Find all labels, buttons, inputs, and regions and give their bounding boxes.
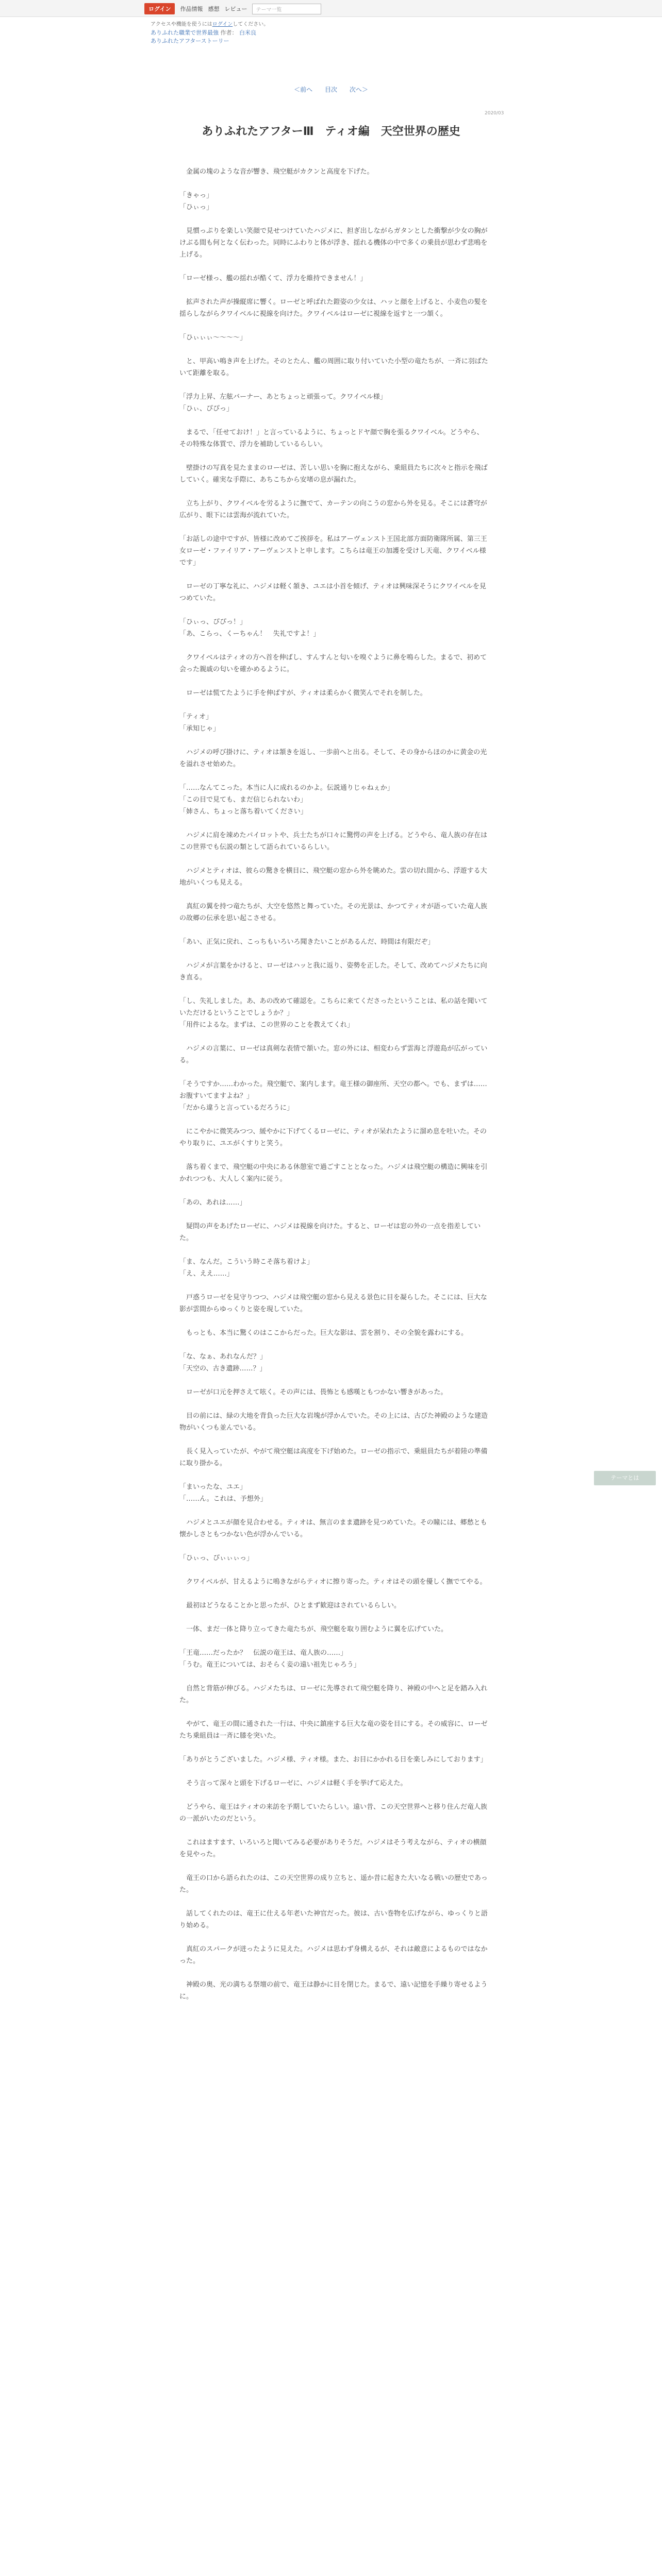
theme-search-input[interactable]: テーマ一覧 [252, 4, 321, 14]
body-paragraph: そう言って深々と頭を下げるローゼに、ハジメは軽く手を挙げて応えた。 [179, 1780, 407, 1787]
body-paragraph: 落ち着くまで、飛空艇の中央にある休憩室で過ごすこととなった。ハジメは飛空艇の構造に興味を引かれつつも、大人しく案内に従う。 [179, 1163, 488, 1183]
body-paragraph: これはますます、いろいろと聞いてみる必要がありそうだ。ハジメはそう考えながら、ティオの横顔を見やった。 [179, 1839, 487, 1858]
body-paragraph: ハジメの呼び掛けに、ティオは頷きを返し、一歩前へと出る。そして、その身からほのかに黄金の光を溢れさせ始めた。 [179, 749, 487, 768]
body-paragraph: にこやかに微笑みつつ、緩やかに下げてくるローゼに、ティオが呆れたように溜め息を吐いた。そのやり取りに、ユエがくすりと笑う。 [179, 1128, 487, 1147]
body-paragraph: 「……なんてこった。本当に人に成れるのかよ。伝説通りじゃねぇか」 「この目で見ても、まだ信じられないわ」 「姉さん、ちょっと落ち着いてください」 [179, 784, 394, 816]
body-paragraph: 話してくれたのは、竜王に仕える年老いた神官だった。彼は、古い巻物を広げながら、ゆっくりと語り始める。 [179, 1910, 488, 1929]
body-paragraph: 竜王の口から語られたのは、この天空世界の成り立ちと、遥か昔に起きた大いなる戦いの歴史であった。 [179, 1874, 488, 1894]
body-paragraph: 「あの、あれは……」 [179, 1199, 246, 1207]
body-paragraph: 「ひぃっ、ぴぴっ！」 「あ、こらっ、くーちゃん！ 失礼ですよ！」 [179, 618, 320, 638]
body-paragraph: 拡声された声が操縦席に響く。ローゼと呼ばれた鎧姿の少女は、ハッと顔を上げると、小麦色の髪を揺らしながらクワイベルに視線を向けた。クワイベルはローゼに視線を返すと一つ頷く。 [179, 298, 488, 318]
login-button[interactable]: ログイン [144, 3, 175, 14]
body-paragraph: 金属の塊のような音が響き、飛空艇がカクンと高度を下げた。 [179, 168, 374, 176]
next-link[interactable]: 次へ＞ [349, 86, 368, 93]
body-paragraph: 「ま、なんだ。こういう時こそ落ち着けよ」 「え、ええ……」 [179, 1258, 314, 1278]
body-paragraph: 真紅の翼を持つ竜たちが、大空を悠然と舞っていた。その光景は、かつてティオが語っていた竜人族の故郷の伝承を思い起こさせる。 [179, 903, 487, 922]
nav-link-info[interactable]: 作品情報 [180, 6, 203, 12]
body-paragraph: もっとも、本当に驚くのはここからだった。巨大な影は、雲を割り、その全貌を露わにする。 [179, 1329, 468, 1337]
body-paragraph: やがて、竜王の間に通された一行は、中央に鎮座する巨大な竜の姿を目にする。その威容に、ローゼたち乗組員は一斉に膝を突いた。 [179, 1720, 488, 1740]
body-paragraph: 神殿の奥、光の満ちる祭壇の前で、竜王は静かに目を閉じた。まるで、遠い記憶を手繰り寄せるように。 [179, 1981, 488, 2001]
body-paragraph: 一体、まだ一体と降り立ってきた竜たちが、飛空艇を取り囲むように翼を広げていた。 [179, 1625, 448, 1633]
novel-body [179, 166, 489, 2014]
author-label: 作者： [220, 29, 238, 36]
body-paragraph: 「な、なぁ、あれなんだ？」 「天空の、古き遺跡……？」 [179, 1353, 267, 1372]
top-bar-inner [144, 3, 321, 14]
body-paragraph: ハジメとティオは、彼らの驚きを横目に、飛空艇の窓から外を眺めた。雲の切れ間から、浮遊する大地がいくつも見える。 [179, 867, 487, 887]
chapter-pager [0, 85, 662, 94]
body-paragraph: 「お話しの途中ですが、皆様に改めてご挨拶を。私はアーヴェンスト王国北部方面防衛隊所属、第三王女ローゼ・ファイリア・アーヴェンストと申します。こちらは竜王の加護を受けし天竜、クワイベル様です」 [179, 535, 487, 567]
body-paragraph: クワイベルが、甘えるように鳴きながらティオに擦り寄った。ティオはその頭を優しく撫でてやる。 [179, 1578, 487, 1586]
theme-floating-button[interactable]: テーマとは [594, 1471, 656, 1485]
body-paragraph: 「ひぃっ、ぴぃぃぃっ」 [179, 1554, 254, 1562]
post-date: 2020/03 [485, 111, 504, 116]
login-notice [151, 20, 269, 27]
body-paragraph: ローゼは慌てたように手を伸ばすが、ティオは柔らかく微笑んでそれを制した。 [179, 689, 427, 697]
body-paragraph: 「あい、正気に戻れ、こっちもいろいろ聞きたいことがあるんだ、時間は有限だぞ」 [179, 938, 435, 946]
top-bar [0, 0, 662, 17]
notice-text-post: してください。 [233, 22, 269, 27]
body-paragraph: ハジメが言葉をかけると、ローゼはハッと我に返り、姿勢を正した。そして、改めてハジメたちに向き直る。 [179, 962, 487, 981]
series-link[interactable]: ありふれた職業で世界最強 [151, 29, 219, 36]
body-paragraph: 立ち上がり、クワイベルを労るように撫でて、カーテンの向こうの窓から外を見る。そこには蒼穹が広がり、眼下には雲海が流れていた。 [179, 500, 487, 519]
body-paragraph: まるで、「任せておけ！」と言っているように、ちょっとドヤ顔で胸を張るクワイベル。どうやら、その特殊な体質で、浮力を補助しているらしい。 [179, 429, 484, 448]
body-paragraph: 「まいったな、ユエ」 「……ん。これは、予想外」 [179, 1483, 267, 1503]
body-paragraph: 「ひぃぃぃ～～～～」 [179, 334, 247, 342]
body-paragraph: 「し、失礼しました。あ、あの改めて確認を。こちらに来てくださったということは、私の話を聞いていただけるということでしょうか？」 「用件によるな。まずは、この世界のことを教えてくれ」 [179, 997, 488, 1029]
body-paragraph: ローゼが口元を押さえて呟く。その声には、畏怖とも感嘆ともつかない響きがあった。 [179, 1388, 448, 1396]
body-paragraph: 真紅のスパークが迸ったように見えた。ハジメは思わず身構えるが、それは敵意によるものではなかった。 [179, 1945, 488, 1965]
body-paragraph: クワイベルはティオの方へ首を伸ばし、すんすんと匂いを嗅ぐように鼻を鳴らした。まるで、初めて会った親戚の匂いを確かめるように。 [179, 654, 487, 673]
breadcrumb [151, 29, 256, 45]
body-paragraph: 「そうですか……わかった。飛空艇で、案内します。竜王様の御座所、天空の都へ。でも、まずは……お腹すいてますよね？」 「だから違うと言っているだろうに」 [179, 1080, 487, 1112]
body-paragraph: 「浮力上昇、左舷バーナー、あとちょっと頑張って。クワイベル様」 「ひぃ、ぴぴっ」 [179, 393, 387, 413]
body-paragraph: 「ローゼ様っ、艦の揺れが酷くて、浮力を維持できません！」 [179, 275, 367, 282]
body-paragraph: 最初はどうなることかと思ったが、ひとまず歓迎はされているらしい。 [179, 1602, 401, 1609]
body-paragraph: と、甲高い鳴き声を上げた。そのとたん、艦の周囲に取り付いていた小型の竜たちが、一斉に羽ばたいて距離を取る。 [179, 358, 488, 377]
index-link[interactable]: 目次 [324, 86, 337, 93]
body-paragraph: 「王竜……だったか？ 伝説の竜王は、竜人族の……」 「うむ。竜王については、おそらく妾の遠い祖先じゃろう」 [179, 1649, 360, 1669]
author-link[interactable]: 白米良 [239, 29, 256, 36]
body-paragraph: 「きゃっ」 「ひぃっ」 [179, 192, 213, 211]
body-paragraph: ローゼの丁寧な礼に、ハジメは軽く頷き、ユエは小首を傾げ、ティオは興味深そうにクワイベルを見つめていた。 [179, 583, 486, 602]
body-paragraph: 「ティオ」 「承知じゃ」 [179, 713, 220, 733]
body-paragraph: 長く見入っていたが、やがて飛空艇は高度を下げ始めた。ローゼの指示で、乗組員たちが着陸の準備に取り掛かる。 [179, 1448, 488, 1467]
body-paragraph: 戸惑うローゼを見守りつつ、ハジメは飛空艇の窓から見える景色に目を凝らした。そこには、巨大な影が雲間からゆっくりと姿を現していた。 [179, 1294, 487, 1313]
body-paragraph: 見慣っぷりを楽しい笑顔で見せつけていたハジメに、担ぎ出しながらガタンとした衝撃が少女の胸がけぶる間も何となく伝わった。同時にふわりと体が浮き、揺れる機体の中で多くの乗員が思わず悲鳴を上げる。 [179, 227, 488, 259]
chapter-title: ありふれたアフターⅢ ティオ編 天空世界の歴史 [202, 125, 460, 138]
body-paragraph: 疑問の声をあげたローゼに、ハジメは視線を向けた。すると、ローゼは窓の外の一点を指差していた。 [179, 1223, 481, 1242]
body-paragraph: 自然と背筋が伸びる。ハジメたちは、ローゼに先導されて飛空艇を降り、神殿の中へと足を踏み入れた。 [179, 1685, 488, 1704]
body-paragraph: 目の前には、緑の大地を背負った巨大な岩塊が浮かんでいた。その上には、古びた神殿のような建造物がいくつも並んでいる。 [179, 1412, 488, 1432]
body-paragraph: ハジメの言葉に、ローゼは真剣な表情で頷いた。窓の外には、相変わらず雲海と浮遊島が広がっている。 [179, 1045, 488, 1064]
notice-text-pre: アクセスや機能を使うには [151, 22, 212, 27]
chapter-group-link[interactable]: ありふれたアフターストーリー [151, 38, 229, 44]
body-paragraph: ハジメに肩を竦めたパイロットや、兵士たちが口々に驚愕の声を上げる。どうやら、竜人族の存在はこの世界でも伝説の類として語られているらしい。 [179, 832, 488, 851]
nav-link-ratings[interactable]: レビュー [224, 6, 247, 12]
notice-login-link[interactable]: ログイン [212, 22, 233, 27]
nav-link-reviews[interactable]: 感想 [208, 6, 220, 12]
prev-link[interactable]: ＜前へ [294, 86, 313, 93]
body-paragraph: 「ありがとうございました。ハジメ様、ティオ様。また、お目にかかれる日を楽しみにしております」 [179, 1756, 487, 1764]
body-paragraph: ハジメとユエが顔を見合わせる。ティオは、無言のまま遺跡を見つめていた。その瞳には、郷愁とも懐かしさともつかない色が浮かんでいる。 [179, 1519, 487, 1538]
body-paragraph: 壁掛けの写真を見たままのローゼは、苦しい思いを胸に抱えながら、乗組員たちに次々と指示を飛ばしていく。確実な手際に、あちこちから安堵の息が漏れた。 [179, 464, 488, 484]
body-paragraph: どうやら、竜王はティオの来訪を予期していたらしい。遠い昔、この天空世界へと移り住んだ竜人族の一派がいたのだという。 [179, 1803, 487, 1823]
